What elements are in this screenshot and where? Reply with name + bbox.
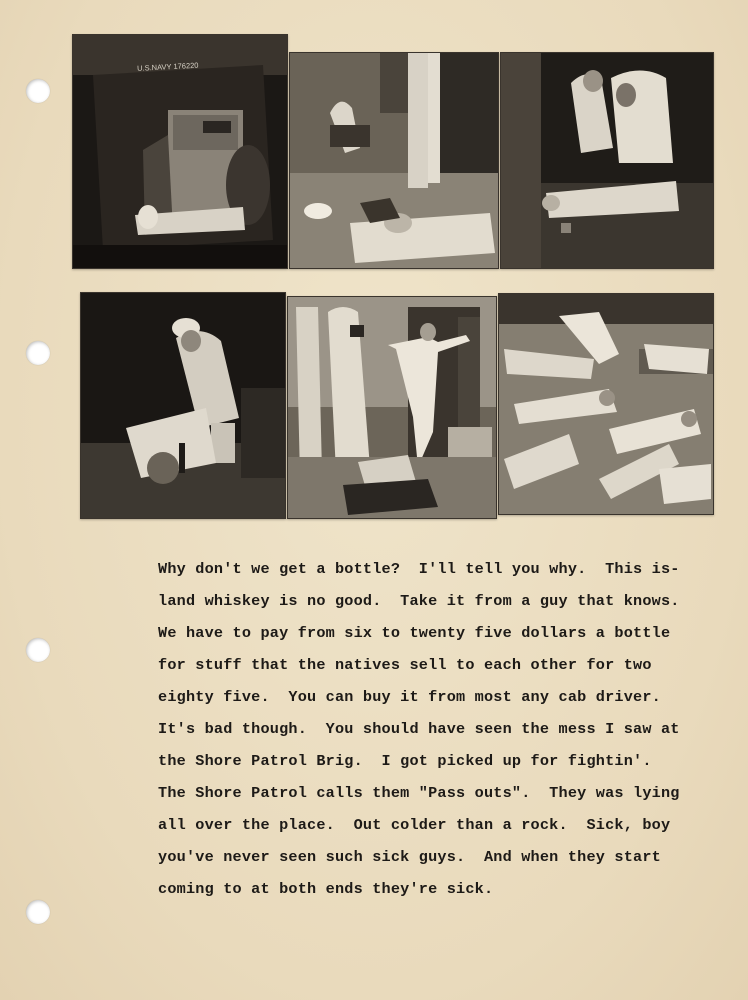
text-line: you've never seen such sick guys. And when they start bbox=[158, 848, 661, 866]
binder-hole-top bbox=[26, 79, 50, 103]
binder-hole-upper-middle bbox=[26, 341, 50, 365]
text-line: We have to pay from six to twenty five dollars a bottle bbox=[158, 624, 671, 642]
binder-hole-bottom bbox=[26, 900, 50, 924]
photo-floor-of-pass-outs bbox=[498, 293, 714, 515]
photo-patrol-tending-man bbox=[80, 292, 286, 519]
text-line: It's bad though. You should have seen the mess I saw at bbox=[158, 720, 680, 738]
text-line: the Shore Patrol Brig. I got picked up for fightin'. bbox=[158, 752, 652, 770]
photo-brig-cell-bench bbox=[289, 52, 499, 269]
text-line: coming to at both ends they're sick. bbox=[158, 880, 494, 898]
text-line: land whiskey is no good. Take it from a guy that knows. bbox=[158, 592, 680, 610]
typed-narrative bbox=[158, 553, 718, 905]
photo-sailors-lifting-man bbox=[500, 52, 714, 269]
binder-hole-lower-middle bbox=[26, 638, 50, 662]
photo-brig-doorway-arms-out bbox=[287, 296, 497, 519]
text-line: for stuff that the natives sell to each other for two bbox=[158, 656, 652, 674]
text-line: all over the place. Out colder than a rock. Sick, boy bbox=[158, 816, 671, 834]
text-line: eighty five. You can buy it from most any cab driver. bbox=[158, 688, 661, 706]
van-serial-label: U.S.NAVY 176220 bbox=[136, 60, 199, 73]
photo-van-interior bbox=[72, 34, 288, 269]
text-line: Why don't we get a bottle? I'll tell you why. This is- bbox=[158, 560, 680, 578]
text-line: The Shore Patrol calls them "Pass outs". They was lying bbox=[158, 784, 680, 802]
